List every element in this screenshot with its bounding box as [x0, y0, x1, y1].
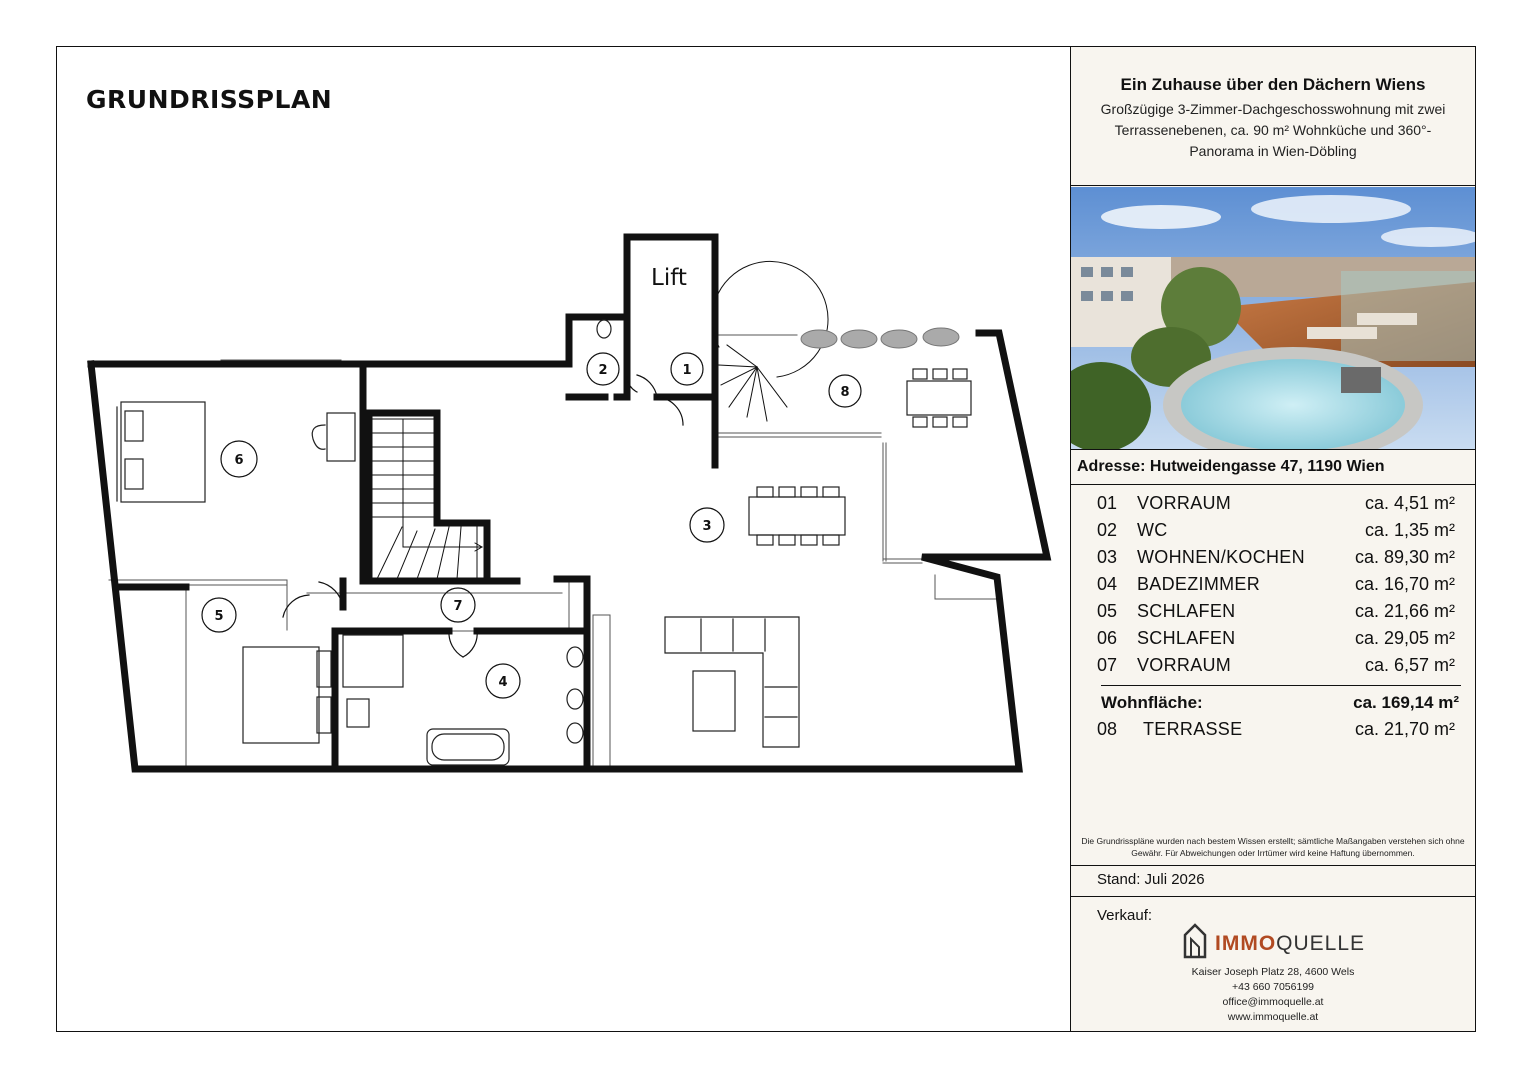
room-marker-8: 8: [840, 385, 850, 400]
room-name: TERRASSE: [1143, 719, 1243, 739]
room-name: WC: [1137, 520, 1168, 540]
living-area-value: ca. 169,14 m²: [1353, 693, 1459, 712]
room-area: ca. 1,35 m²: [1364, 520, 1455, 540]
living-area-label: Wohnfläche:: [1101, 693, 1203, 712]
room-area: ca. 21,66 m²: [1354, 601, 1455, 621]
room-area: ca. 16,70 m²: [1354, 574, 1455, 594]
total-divider: [1101, 685, 1461, 686]
room-row: [1071, 655, 1475, 682]
listing-title: Ein Zuhause über den Dächern Wiens: [1120, 75, 1426, 94]
divider: [1071, 185, 1475, 186]
room-number: 05: [1097, 601, 1118, 621]
room-row: [1071, 547, 1475, 574]
rooftop-terrace-photo: [1071, 187, 1475, 449]
room-marker-7: 7: [453, 599, 463, 614]
status-date: Stand: Juli 2026: [1097, 871, 1205, 888]
divider: [1071, 896, 1475, 897]
room-name: VORRAUM: [1137, 493, 1232, 513]
room-marker-4: 4: [498, 675, 508, 690]
address: Adresse: Hutweidengasse 47, 1190 Wien: [1077, 458, 1385, 475]
room-number: 08: [1097, 719, 1118, 739]
sales-label: Verkauf:: [1097, 907, 1153, 924]
room-number: 06: [1097, 628, 1118, 648]
house-logo-icon: [1181, 923, 1209, 959]
room-name: VORRAUM: [1137, 655, 1232, 675]
plan-panel: [57, 47, 1071, 1031]
immoquelle-logo: [1181, 923, 1381, 963]
room-name: BADEZIMMER: [1137, 574, 1261, 594]
room-number: 04: [1097, 574, 1118, 594]
room-row: [1071, 574, 1475, 601]
room-name: SCHLAFEN: [1137, 601, 1236, 621]
room-number: 07: [1097, 655, 1118, 675]
room-number: 03: [1097, 547, 1118, 567]
room-number: 01: [1097, 493, 1118, 513]
logo-wordmark: IMMOQUELLE: [1215, 932, 1366, 955]
room-marker-5: 5: [214, 609, 224, 624]
terrace-row: [1071, 719, 1475, 746]
room-marker-2: 2: [598, 363, 608, 378]
listing-subtitle: Großzügige 3-Zimmer-Dachgeschosswohnung mit zwei Terrassenebenen, ca. 90 m² Wohnküche und 360°-Panorama in Wien-Döbling: [1100, 101, 1446, 159]
room-name: SCHLAFEN: [1137, 628, 1236, 648]
room-area: ca. 89,30 m²: [1354, 547, 1455, 567]
contact-email[interactable]: office@immoquelle.at: [1222, 996, 1324, 1008]
floor-plan-drawing: [57, 47, 1069, 1031]
divider: [1071, 484, 1475, 485]
plan-title: GRUNDRISSPLAN: [86, 85, 333, 114]
room-area: ca. 6,57 m²: [1364, 655, 1455, 675]
room-row: [1071, 520, 1475, 547]
room-name: WOHNEN/KOCHEN: [1137, 547, 1305, 567]
room-row: [1071, 628, 1475, 655]
info-panel: [1071, 47, 1475, 1031]
disclaimer: Die Grundrisspläne wurden nach bestem Wissen erstellt; sämtliche Maßangaben verstehen sich ohne Gewähr. Für Abweichungen oder Irrtümer wird keine Haftung übernommen.: [1081, 836, 1465, 858]
divider: [1071, 865, 1475, 866]
contact-phone: +43 660 7056199: [1231, 981, 1315, 993]
room-row: [1071, 493, 1475, 520]
contact-address: Kaiser Joseph Platz 28, 4600 Wels: [1191, 966, 1355, 978]
room-area: ca. 21,70 m²: [1354, 719, 1455, 739]
room-number: 02: [1097, 520, 1118, 540]
room-area: ca. 4,51 m²: [1364, 493, 1455, 513]
room-marker-1: 1: [682, 363, 692, 378]
lift-label: Lift: [651, 265, 687, 291]
contact-website[interactable]: www.immoquelle.at: [1227, 1011, 1319, 1023]
room-marker-3: 3: [702, 519, 712, 534]
contact-block: [1071, 965, 1475, 1025]
divider: [1071, 449, 1475, 450]
floorplan-sheet: [56, 46, 1476, 1032]
room-area: ca. 29,05 m²: [1354, 628, 1455, 648]
room-row: [1071, 601, 1475, 628]
room-marker-6: 6: [234, 453, 244, 468]
